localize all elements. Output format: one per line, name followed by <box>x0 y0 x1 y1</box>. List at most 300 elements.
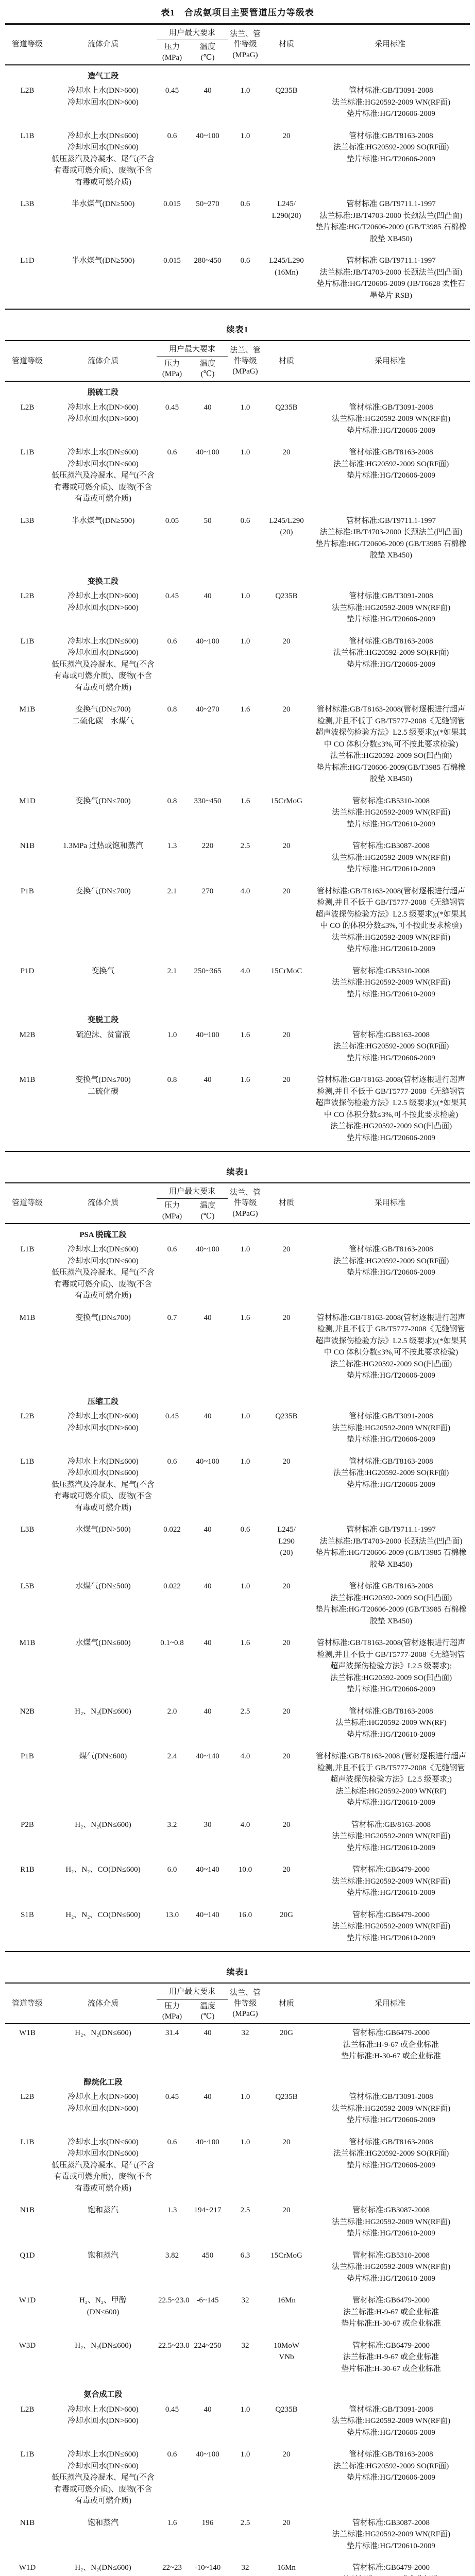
cell-material <box>263 2401 310 2446</box>
table-row <box>5 1816 470 1861</box>
section-label: 压缩工段 <box>51 1396 155 1408</box>
standard-line: 管材标准:GB/T8163-2008 (管材逐根进行超声检测,并且不低于 GB/T5777-2008《无缝钢管超声波探伤检验方法》L2.5 级要求;) <box>314 1751 468 1786</box>
cell-empty <box>157 65 188 82</box>
cell-material <box>263 2247 310 2292</box>
cell-empty <box>228 65 263 82</box>
flange-header-unit: (MPaG) <box>228 1209 263 1219</box>
standard-line: 法兰标准:HG20592-2009 SO(RF面) <box>314 459 468 470</box>
cell-material <box>263 2088 310 2133</box>
cell-fluid <box>49 792 157 838</box>
cell-section <box>49 65 157 82</box>
cell-material <box>263 2559 310 2576</box>
standard-line: 垫片标准:HG/T20606-2009 <box>314 614 468 625</box>
cell-pressure: 0.45 <box>157 82 188 127</box>
cell-empty <box>310 65 470 82</box>
continuation-caption: 续表1 <box>5 1965 470 1977</box>
fluid-line: 水煤气(DN>500) <box>51 1524 155 1536</box>
standard-line: 管材标准:GB/T8163-2008(管材逐根进行超声检测,并且不低于 GB/T5777-2008《无缝钢管超声波探伤检验方法》L2.5 级要求);(*如果其中 CO 体积分数≤3%,可不按此要求检验) <box>314 704 468 750</box>
col-header-user-max: 用户最大要求 <box>157 1183 228 1199</box>
cell-grade: L3B <box>5 512 49 569</box>
standard-line: 垫片标准:HG/T20606-2009 (GB/T3985 石棉橡胶垫 XB450) <box>314 222 468 245</box>
cell-fluid <box>49 633 157 701</box>
fluid-line: 水煤气(DN≤600) <box>51 1637 155 1649</box>
flange-header-line1: 法兰、管 <box>228 29 263 39</box>
cell-grade: M1B <box>5 1634 49 1703</box>
cell-grade: S1B <box>5 1906 49 1952</box>
cell-section <box>49 2382 157 2401</box>
cell-grade: L2B <box>5 2401 49 2446</box>
table-row <box>5 2247 470 2292</box>
cell-temperature: 40 <box>188 1408 228 1453</box>
table-row <box>5 1521 470 1578</box>
cell-standards <box>310 837 470 883</box>
standard-line: 垫片标准:HG/T20610-2009 <box>314 2540 468 2552</box>
cell-flange-grade: 1.0 <box>228 2133 263 2202</box>
cell-material <box>263 701 310 792</box>
cell-fluid <box>49 2201 157 2247</box>
standard-line: 垫片标准:HG/T20606-2009 <box>314 2472 468 2484</box>
cell-empty <box>310 1007 470 1026</box>
pressure-header-label: 压力 <box>157 359 188 369</box>
col-header-material: 材质 <box>263 24 310 65</box>
cell-fluid <box>49 2337 157 2382</box>
cell-pressure: 1.0 <box>157 1026 188 1072</box>
cell-standards <box>310 195 470 252</box>
col-header-temperature <box>188 1999 228 2024</box>
standard-line: 法兰标准:HG20592-2009 WN(RF) <box>314 1717 468 1729</box>
cell-flange-grade: 1.0 <box>228 82 263 127</box>
standard-line: 管材标准:GB5310-2008 <box>314 965 468 977</box>
cell-pressure: 3.2 <box>157 1816 188 1861</box>
cell-pressure: 0.8 <box>157 1071 188 1151</box>
cell-empty <box>228 1007 263 1026</box>
col-header-user-max: 用户最大要求 <box>157 341 228 357</box>
material-line: L245/L290 <box>264 255 309 267</box>
fluid-line: 冷却水上水(DN>600) <box>51 1411 155 1422</box>
cell-material <box>263 1521 310 1578</box>
cell-temperature: 40 <box>188 2401 228 2446</box>
cell-grade: L2B <box>5 2088 49 2133</box>
cell-empty <box>310 2070 470 2089</box>
cell-material <box>263 1309 310 1389</box>
cell-flange-grade: 4.0 <box>228 1748 263 1816</box>
fluid-line: 冷却水回水(DN≤600) <box>51 2148 155 2160</box>
cell-empty <box>157 1389 188 1408</box>
cell-grade-empty <box>5 569 49 588</box>
standard-line: 管材标准:GB/T3091-2008 <box>314 2404 468 2416</box>
standard-line: 垫片标准:HG/T20606-2009 <box>314 1267 468 1279</box>
standard-line: 法兰标准:H-9-67 或企业标准 <box>314 2307 468 2318</box>
temperature-header-label: 温度 <box>188 2001 228 2011</box>
cell-flange-grade: 1.0 <box>228 2401 263 2446</box>
cell-fluid <box>49 1861 157 1906</box>
cell-pressure: 0.015 <box>157 252 188 309</box>
material-line: 20 <box>264 130 309 142</box>
material-line: 20 <box>264 704 309 716</box>
table-row <box>5 2292 470 2337</box>
cell-pressure: 22.5~23.0 <box>157 2292 188 2337</box>
cell-temperature: 220 <box>188 837 228 883</box>
standard-line: 管材标准:GB/T3091-2008 <box>314 402 468 414</box>
standard-line: 垫片标准:HG/T20610-2009 <box>314 1797 468 1809</box>
table-row <box>5 127 470 196</box>
fluid-line: 1.3MPa 过热或饱和蒸汽 <box>51 840 155 852</box>
table-row <box>5 82 470 127</box>
cell-empty <box>228 1224 263 1241</box>
standard-line: 垫片标准:HG/T20606-2009 <box>314 2427 468 2439</box>
section-header-row <box>5 1224 470 1241</box>
section-header-row <box>5 1389 470 1408</box>
material-line: 10MoW <box>264 2340 309 2352</box>
cell-grade-empty <box>5 381 49 399</box>
cell-material <box>263 1906 310 1952</box>
fluid-line: 低压蒸汽及冷凝水、尾气(不含有毒或可燃介质)、废物(不含有毒或可燃介质) <box>51 2472 155 2507</box>
table-row <box>5 444 470 512</box>
cell-grade-empty <box>5 1224 49 1241</box>
cell-standards <box>310 2292 470 2337</box>
material-line: 20 <box>264 1074 309 1086</box>
cell-pressure: 6.0 <box>157 1861 188 1906</box>
section-header-row <box>5 65 470 82</box>
table-row <box>5 2024 470 2070</box>
fluid-line: 煤气(DN≤600) <box>51 1751 155 1762</box>
section-label: 变换工段 <box>51 576 155 588</box>
section-label: 氨合成工段 <box>51 2389 155 2401</box>
cell-empty <box>157 1224 188 1241</box>
table-row <box>5 1071 470 1151</box>
table-row <box>5 1748 470 1816</box>
cell-empty <box>188 1224 228 1241</box>
cell-standards <box>310 1309 470 1389</box>
cell-grade: L2B <box>5 587 49 633</box>
cell-empty <box>157 381 188 399</box>
cell-flange-grade: 32 <box>228 2292 263 2337</box>
cell-flange-grade: 4.0 <box>228 883 263 962</box>
cell-empty <box>188 2382 228 2401</box>
cell-grade-empty <box>5 65 49 82</box>
cell-fluid <box>49 962 157 1008</box>
flange-header-line1: 法兰、管 <box>228 1188 263 1198</box>
cell-grade: L3B <box>5 195 49 252</box>
material-line: 20 <box>264 1581 309 1592</box>
cell-material <box>263 1408 310 1453</box>
cell-empty <box>157 2382 188 2401</box>
cell-temperature: 40~140 <box>188 1748 228 1816</box>
material-line: (16Mn) <box>264 267 309 279</box>
cell-temperature: 40~100 <box>188 2446 228 2514</box>
standard-line: 法兰标准:HG20592-2009 WN(RF) <box>314 1786 468 1798</box>
fluid-line: 冷却水回水(DN≤600) <box>51 2461 155 2472</box>
cell-fluid <box>49 1906 157 1952</box>
fluid-line: 变换气 <box>51 965 155 977</box>
material-line: L245/ <box>264 1524 309 1536</box>
cell-section <box>49 1224 157 1241</box>
standard-line: 垫片标准:HG/T20610-2009 <box>314 989 468 1001</box>
cell-grade: N1B <box>5 2201 49 2247</box>
material-line: L245/L290 <box>264 515 309 527</box>
cell-empty <box>188 1007 228 1026</box>
cell-grade: W1B <box>5 2024 49 2070</box>
standard-line: 法兰标准:HG20592-2009 SO(RF面) <box>314 142 468 154</box>
col-header-standard: 采用标准 <box>310 341 470 381</box>
pressure-header-label: 压力 <box>157 42 188 52</box>
cell-grade: L2B <box>5 82 49 127</box>
cell-grade: L3B <box>5 1521 49 1578</box>
fluid-line: H₂、N₂、CO(DN≤600) <box>51 1864 155 1876</box>
standard-line: 法兰标准:JB/T4703-2000 长颈法兰(凹凸面) <box>314 267 468 279</box>
cell-flange-grade: 1.0 <box>228 127 263 196</box>
standard-line: 垫片标准:H-30-67 或企业标准 <box>314 2363 468 2375</box>
cell-standards <box>310 444 470 512</box>
temperature-header-unit: (℃) <box>188 2011 228 2022</box>
cell-material <box>263 792 310 838</box>
cell-flange-grade: 2.5 <box>228 837 263 883</box>
cell-flange-grade: 4.0 <box>228 1816 263 1861</box>
fluid-line: 冷却水回水(DN>600) <box>51 602 155 614</box>
standard-line: 法兰标准:H-9-67 或企业标准 <box>314 2039 468 2051</box>
cell-material <box>263 2133 310 2202</box>
material-line: 20G <box>264 2027 309 2039</box>
standard-line: 垫片标准:HG/T20610-2009 <box>314 1887 468 1899</box>
standard-line: 管材标准:GB6479-2000 <box>314 2340 468 2352</box>
cell-temperature: 50 <box>188 512 228 569</box>
material-line: 20 <box>264 447 309 459</box>
standard-line: 垫片标准:HG/T20610-2009 <box>314 819 468 831</box>
flange-header-line2: 件等级 <box>228 356 263 366</box>
fluid-line: 冷却水回水(DN≤600) <box>51 647 155 659</box>
temperature-header-label: 温度 <box>188 1200 228 1211</box>
cell-pressure: 2.0 <box>157 1703 188 1748</box>
temperature-header-unit: (℃) <box>188 369 228 379</box>
standard-line: 法兰标准:HG20592-2009 SO(RF面) <box>314 2148 468 2160</box>
cell-fluid <box>49 1578 157 1634</box>
flange-header-unit: (MPaG) <box>228 50 263 60</box>
cell-fluid <box>49 883 157 962</box>
pressure-header-unit: (MPa) <box>157 1211 188 1222</box>
cell-material <box>263 1703 310 1748</box>
cell-empty <box>157 569 188 588</box>
cell-material <box>263 2446 310 2514</box>
cell-flange-grade: 1.0 <box>228 587 263 633</box>
pipe-grade-table <box>5 1982 470 2576</box>
fluid-line: 变换气(DN≤700) <box>51 1074 155 1086</box>
cell-pressure: 0.6 <box>157 2446 188 2514</box>
material-line: 20 <box>264 2517 309 2529</box>
flange-header-line2: 件等级 <box>228 39 263 49</box>
standard-line: 管材标准:GB/T8163-2008 <box>314 2449 468 2461</box>
cell-fluid <box>49 1453 157 1521</box>
standard-line: 管材标准 GB/T9711.1-1997 <box>314 255 468 267</box>
cell-fluid <box>49 701 157 792</box>
cell-fluid <box>49 587 157 633</box>
cell-pressure: 31.4 <box>157 2024 188 2070</box>
cell-grade: R1B <box>5 1861 49 1906</box>
col-header-grade: 管道等级 <box>5 1183 49 1224</box>
fluid-line: 冷却水上水(DN≤600) <box>51 447 155 459</box>
pressure-header-unit: (MPa) <box>157 53 188 63</box>
cell-flange-grade: 2.5 <box>228 1703 263 1748</box>
cell-pressure: 2.1 <box>157 883 188 962</box>
standard-line: 管材标准:GB/T8163-2008 <box>314 636 468 648</box>
table-row <box>5 587 470 633</box>
col-header-fluid: 流体介质 <box>49 341 157 381</box>
cell-temperature: 40~140 <box>188 1906 228 1952</box>
standard-line: 管材标准:GB/T8163-2008(管材逐根进行超声检测,并且不低于 GB/T5777-2008《无缝钢管超声波探伤检验方法》L2.5 级要求);(*如果其中 CO 体积分数≤3%,可不按此要求检验) <box>314 1312 468 1359</box>
cell-pressure: 13.0 <box>157 1906 188 1952</box>
standard-line: 法兰标准:HG20592-2009 SO(RF面) <box>314 1467 468 1479</box>
standard-line <box>314 2574 468 2576</box>
fluid-line: (DN≤600) <box>51 2307 155 2318</box>
cell-flange-grade: 4.0 <box>228 962 263 1008</box>
cell-empty <box>263 381 310 399</box>
table-row <box>5 837 470 883</box>
standard-line: 管材标准:GB/T3091-2008 <box>314 2091 468 2103</box>
standard-line: 垫片标准:HG/T20610-2009 <box>314 1729 468 1741</box>
cell-material <box>263 195 310 252</box>
cell-material <box>263 444 310 512</box>
col-header-material: 材质 <box>263 341 310 381</box>
cell-grade: L1B <box>5 2133 49 2202</box>
table-row <box>5 1241 470 1309</box>
col-header-user-max: 用户最大要求 <box>157 24 228 40</box>
standard-line: 法兰标准:HG20592-2009 WN(RF面) <box>314 2261 468 2273</box>
standard-line: 法兰标准:HG20592-2009 WN(RF面) <box>314 977 468 989</box>
cell-flange-grade: 1.0 <box>228 399 263 444</box>
cell-standards <box>310 633 470 701</box>
cell-grade: M1D <box>5 792 49 838</box>
col-header-standard: 采用标准 <box>310 24 470 65</box>
cell-grade: M1B <box>5 701 49 792</box>
standard-line: 垫片标准:HG/T20606-2009 (JB/T6628 柔性石墨垫片 RSB) <box>314 278 468 301</box>
cell-empty <box>310 1224 470 1241</box>
section-header-row <box>5 2070 470 2089</box>
cell-pressure: 0.6 <box>157 633 188 701</box>
cell-grade: P1B <box>5 1748 49 1816</box>
standard-line: 法兰标准:H-9-67 或企业标准 <box>314 2351 468 2363</box>
standard-line: 法兰标准:HG20592-2009 SO(RF面) <box>314 2461 468 2472</box>
standard-line: 管材标准 GB/T9711.1-1997 <box>314 198 468 210</box>
cell-fluid <box>49 1071 157 1151</box>
cell-section <box>49 381 157 399</box>
standard-line: 垫片标准:HG/T20606-2009 <box>314 425 468 437</box>
fluid-line: 水煤气(DN≤500) <box>51 1581 155 1592</box>
cell-standards <box>310 1241 470 1309</box>
cell-standards <box>310 2247 470 2292</box>
col-header-grade: 管道等级 <box>5 1983 49 2024</box>
fluid-line: 冷却水上水(DN>600) <box>51 2404 155 2416</box>
flange-header-unit: (MPaG) <box>228 2009 263 2019</box>
cell-flange-grade: 0.6 <box>228 512 263 569</box>
cell-standards <box>310 701 470 792</box>
cell-flange-grade: 32 <box>228 2559 263 2576</box>
pressure-header-label: 压力 <box>157 2001 188 2011</box>
cell-pressure: 1.3 <box>157 837 188 883</box>
standard-line: 管材标准:GB6479-2000 <box>314 1864 468 1876</box>
standard-line: 垫片标准:HG/T20610-2009 <box>314 2273 468 2285</box>
standard-line: 垫片标准:HG/T20610-2009 <box>314 943 468 955</box>
standard-line: 法兰标准:HG20592-2009 SO(RF面) <box>314 1041 468 1053</box>
section-header-row <box>5 569 470 588</box>
fluid-line: 冷却水回水(DN>600) <box>51 413 155 425</box>
material-line: Q235B <box>264 2404 309 2416</box>
standard-line: 管材标准:GB/T3091-2008 <box>314 1411 468 1422</box>
table-row <box>5 792 470 838</box>
cell-empty <box>310 381 470 399</box>
cell-grade: M1B <box>5 1071 49 1151</box>
cell-temperature: 40 <box>188 2088 228 2133</box>
cell-flange-grade: 0.6 <box>228 252 263 309</box>
table-row <box>5 1309 470 1389</box>
standard-line: 法兰标准:HG20592-2009 SO(凹凸面) <box>314 1121 468 1132</box>
material-line: (20) <box>264 527 309 538</box>
table-row <box>5 1634 470 1703</box>
col-header-temperature <box>188 40 228 65</box>
standard-line: 垫片标准:HG/T20606-2009 <box>314 2114 468 2126</box>
cell-material <box>263 2292 310 2337</box>
fluid-line: 冷却水上水(DN>600) <box>51 85 155 97</box>
fluid-line: 变换气(DN≤700) <box>51 704 155 716</box>
pressure-header-label: 压力 <box>157 1200 188 1211</box>
cell-standards <box>310 1906 470 1952</box>
standard-line: 管材标准:GB/T8163-2008 <box>314 1706 468 1718</box>
material-line: VNb <box>264 2351 309 2363</box>
cell-flange-grade: 0.6 <box>228 1521 263 1578</box>
table-row <box>5 2133 470 2202</box>
material-line: 15CrMoC <box>264 965 309 977</box>
cell-empty <box>228 569 263 588</box>
standard-line: 垫片标准:HG/T20606-2009 (GB/T3985 石棉橡胶垫 XB450) <box>314 1604 468 1627</box>
material-line: 15CrMoG <box>264 795 309 807</box>
temperature-header-label: 温度 <box>188 42 228 52</box>
cell-empty <box>263 1007 310 1026</box>
cell-fluid <box>49 1816 157 1861</box>
col-header-pressure <box>157 1999 188 2024</box>
material-line: 20 <box>264 1751 309 1762</box>
fluid-line: 半水煤气(DN≥500) <box>51 255 155 267</box>
standard-line: 管材标准:GB/T8163-2008(管材逐根进行超声检测,并且不低于 GB/T5777-2008《无缝钢管超声波探伤检验方法》L2.5 级要求); <box>314 1637 468 1672</box>
cell-material <box>263 883 310 962</box>
table-row <box>5 2514 470 2560</box>
cell-fluid <box>49 2292 157 2337</box>
cell-material <box>263 82 310 127</box>
pipe-grade-table <box>5 1182 470 1952</box>
fluid-line: 低压蒸汽及冷凝水、尾气(不含有毒或可燃介质)、废物(不含有毒或可燃介质) <box>51 154 155 189</box>
table-row <box>5 2337 470 2382</box>
standard-line: 法兰标准:HG20592-2009 SO(凹凸面) <box>314 1672 468 1684</box>
col-header-flange <box>228 341 263 381</box>
continuation-caption: 续表1 <box>5 1165 470 1177</box>
col-header-flange <box>228 1983 263 2024</box>
cell-section <box>49 1389 157 1408</box>
cell-material <box>263 1026 310 1072</box>
standard-line: 管材标准:GB/T9711.1-1997 <box>314 515 468 527</box>
standard-line: 法兰标准:HG20592-2009 SO(凹凸面) <box>314 1359 468 1370</box>
standard-line: 管材标准:GB5310-2008 <box>314 2250 468 2262</box>
pressure-header-unit: (MPa) <box>157 2011 188 2022</box>
cell-material <box>263 127 310 196</box>
cell-standards <box>310 252 470 309</box>
col-header-temperature <box>188 357 228 381</box>
temperature-header-unit: (℃) <box>188 53 228 63</box>
material-line: 20 <box>264 886 309 897</box>
cell-standards <box>310 82 470 127</box>
cell-temperature: 40~100 <box>188 633 228 701</box>
table-row <box>5 1408 470 1453</box>
fluid-line: 半水煤气(DN≥500) <box>51 515 155 527</box>
standard-line: 垫片标准:HG/T20610-2009 <box>314 2228 468 2240</box>
cell-material <box>263 1578 310 1634</box>
cell-pressure: 0.45 <box>157 399 188 444</box>
